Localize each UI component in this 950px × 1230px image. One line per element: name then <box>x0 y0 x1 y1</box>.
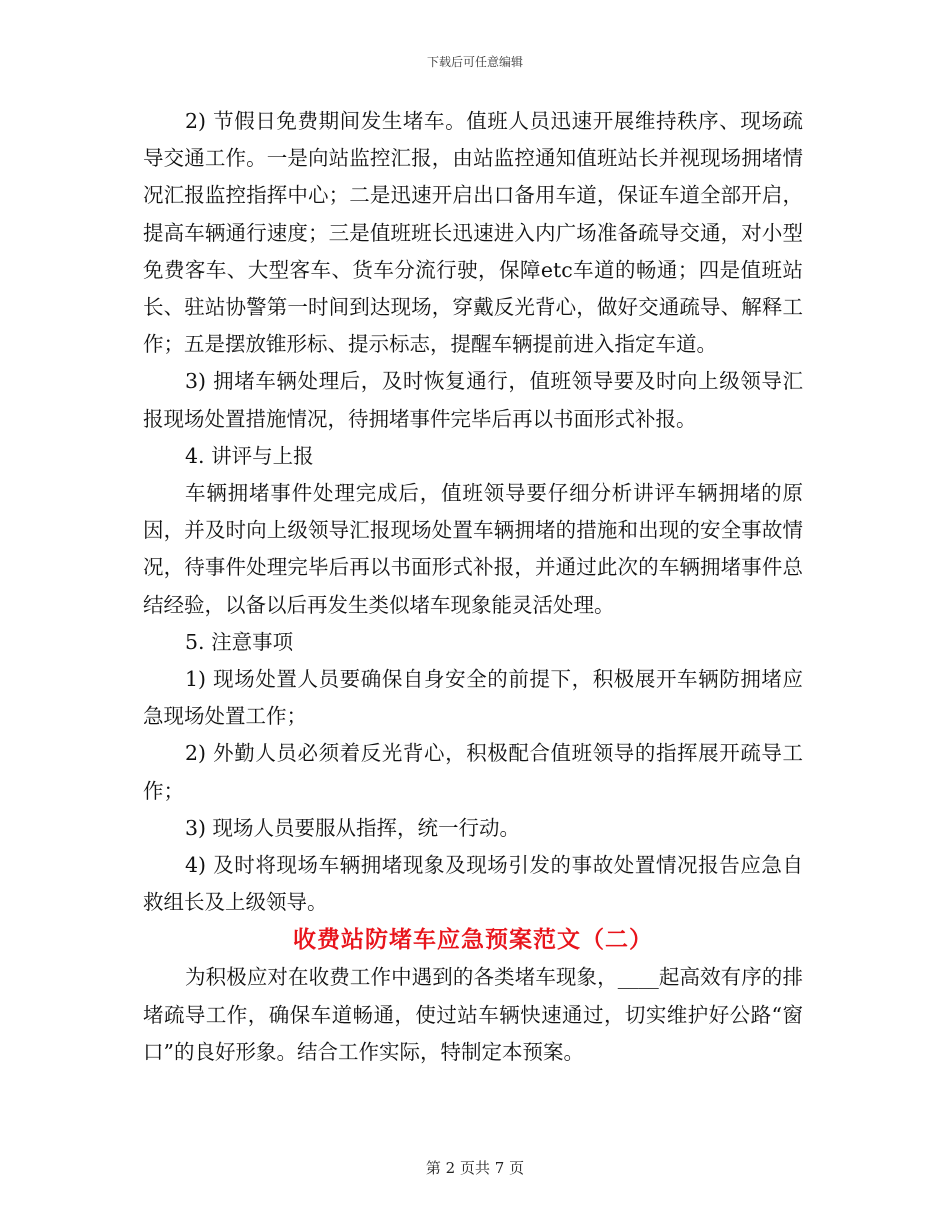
page-header: 下载后可任意编辑 <box>426 55 523 69</box>
paragraph-holiday-congestion: 2) 节假日免费期间发生堵车。值班人员迅速开展维持秩序、现场疏导交通工作。一是向站监控汇报，由站监控通知值班站长并视现场拥堵情况汇报监控指挥中心；二是迅速开启出口备用车道，保证车道全部开启，提高车辆通行速度；三是值班班长迅速进入内广场准备疏导交通，对小型免费客车、大型客车、货车分流行驶，保障etc车道的畅通；四是值班站长、驻站协警第一时间到达现场，穿戴反光背心，做好交通疏导、解释工作；五是摆放锥形标、提示标志，提醒车辆提前进入指定车道。 <box>143 109 803 357</box>
section-heading-notes: 5. 注意事项 <box>185 629 294 654</box>
note-item-3: 3) 现场人员要服从指挥，统一行动。 <box>185 815 521 840</box>
note-item-2: 2) 外勤人员必须着反光背心，积极配合值班领导的指挥展开疏导工作； <box>143 741 803 803</box>
paragraph-review: 车辆拥堵事件处理完成后，值班领导要仔细分析讲评车辆拥堵的原因，并及时向上级领导汇报现场处置车辆拥堵的措施和出现的安全事故情况，待事件处理完毕后再以书面形式补报，并通过此次的车辆拥堵事件总结经验，以备以后再发生类似堵车现象能灵活处理。 <box>143 481 803 617</box>
section-title: 收费站防堵车应急预案范文（二） <box>293 926 653 954</box>
page-footer: 第 2 页共 7 页 <box>425 1159 525 1177</box>
paragraph-after-congestion: 3) 拥堵车辆处理后，及时恢复通行，值班领导要及时向上级领导汇报现场处置措施情况，待拥堵事件完毕后再以书面形式补报。 <box>143 369 803 431</box>
section-heading-review: 4. 讲评与上报 <box>185 443 314 468</box>
note-item-1: 1) 现场处置人员要确保自身安全的前提下，积极展开车辆防拥堵应急现场处置工作； <box>143 667 803 729</box>
paragraph-intro: 为积极应对在收费工作中遇到的各类堵车现象，____起高效有序的排堵疏导工作，确保车道畅通，使过站车辆快速通过，切实维护好公路“窗口”的良好形象。结合工作实际，特制定本预案。 <box>143 965 803 1064</box>
note-item-4: 4) 及时将现场车辆拥堵现象及现场引发的事故处置情况报告应急自救组长及上级领导。 <box>143 853 803 915</box>
document-body <box>143 103 803 1071</box>
